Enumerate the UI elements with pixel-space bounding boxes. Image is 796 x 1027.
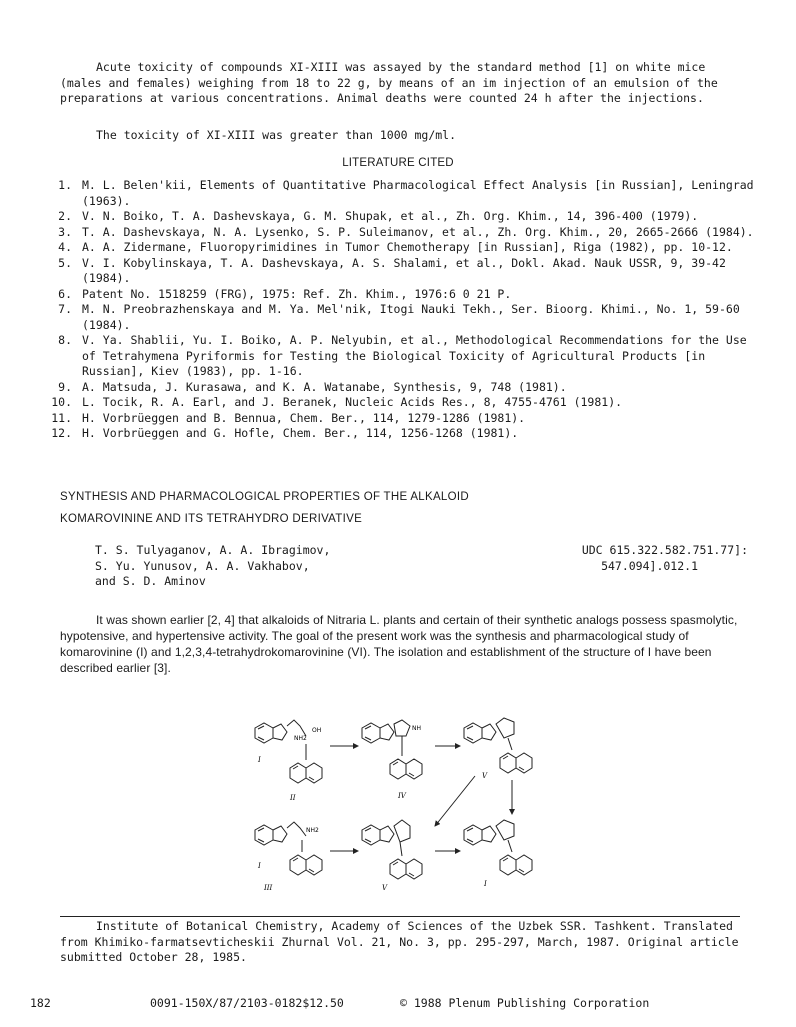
svg-text:IV: IV [398, 792, 406, 800]
literature-heading: LITERATURE CITED [342, 157, 454, 169]
reference-number: 12. [51, 426, 72, 440]
structure-I-III [255, 822, 322, 892]
reference-text: H. Vorbrüeggen and B. Bennua, Chem. Ber., 114, 1279-1286 (1981). [82, 410, 526, 425]
reference-item [40, 411, 760, 427]
reference-item [40, 380, 760, 396]
svg-text:I: I [484, 880, 487, 888]
author-line: S. Yu. Yunusov, A. A. Vakhabov, [95, 558, 310, 573]
structure-I-II [255, 720, 322, 802]
reaction-scheme [250, 708, 550, 893]
reference-item [40, 333, 760, 380]
reference-item [40, 302, 760, 333]
reference-text: M. N. Preobrazhenskaya and M. Ya. Mel'nik, Itogi Nauki Tekh., Ser. Bioorg. Khimi., No. 1, 59-60 (1984). [82, 302, 740, 332]
udc-code [548, 543, 748, 574]
author-line: and S. D. Aminov [95, 574, 206, 588]
reference-text: M. L. Belen'kii, Elements of Quantitative Pharmacological Effect Analysis [in Russian], Leningrad (1963). [82, 178, 754, 208]
structure-IV [362, 720, 422, 800]
svg-text:V: V [382, 884, 388, 892]
article-title-line1: SYNTHESIS AND PHARMACOLOGICAL PROPERTIES OF THE ALKALOID [60, 491, 469, 503]
reference-item [40, 209, 760, 225]
footnote-rule [60, 916, 740, 917]
svg-text:III: III [264, 884, 273, 892]
author-line: T. S. Tulyaganov, A. A. Ibragimov, [95, 543, 331, 557]
reference-text: V. Ya. Shablii, Yu. I. Boiko, A. P. Nelyubin, et al., Methodological Recommendations for the Use of Tetrahymena Pyriformis for Testing the Biological Toxicity of Agricultural Products [in Russian], Kiev (1983), pp. 1-16. [82, 333, 747, 378]
article-title-line2: KOMAROVININE AND ITS TETRAHYDRO DERIVATIVE [60, 513, 363, 525]
reference-item [40, 240, 760, 256]
svg-text:NH: NH [412, 725, 421, 732]
udc-line: 547.094].012.1 [601, 558, 698, 573]
structure-I-final [464, 820, 532, 888]
references-list [40, 178, 760, 442]
reference-number: 8. [58, 333, 72, 347]
reference-text: A. Matsuda, J. Kurasawa, and K. A. Watanabe, Synthesis, 9, 748 (1981). [82, 379, 567, 394]
reference-text: L. Tocik, R. A. Earl, and J. Beranek, Nucleic Acids Res., 8, 4755-4761 (1981). [82, 395, 623, 409]
footnote: Institute of Botanical Chemistry, Academy of Sciences of the Uzbek SSR. Tashkent. Translated from Khimiko-farmatsevticheskii Zhurnal Vol. 21, No. 3, pp. 295-297, March, 1987. Original article submitted October 28, 1985. [60, 919, 739, 964]
copyright: © 1988 Plenum Publishing Corporation [400, 996, 650, 1010]
svg-text:I: I [258, 756, 261, 764]
reference-number: 9. [58, 379, 72, 394]
reference-number: 5. [58, 255, 72, 270]
svg-text:OH: OH [312, 727, 322, 734]
reference-text: V. N. Boiko, T. A. Dashevskaya, G. M. Shupak, et al., Zh. Org. Khim., 14, 396-400 (1979). [82, 209, 699, 223]
reference-number: 10. [51, 395, 72, 409]
reference-number: 3. [58, 224, 72, 239]
toxicity-result: The toxicity of XI-XIII was greater than 1000 mg/ml. [96, 128, 457, 142]
reference-number: 2. [58, 209, 72, 223]
svg-text:I: I [258, 862, 261, 870]
structure-V-top [464, 718, 532, 780]
svg-text:V: V [482, 772, 488, 780]
reference-text: Patent No. 1518259 (FRG), 1975: Ref. Zh. Khim., 1976:6 0 21 P. [82, 286, 512, 301]
intro-paragraph: It was shown earlier [2, 4] that alkaloids of Nitraria L. plants and certain of their synthetic analogs possess spasmolytic, hypotensive, and hypertensive activity. The goal of the present work was the synthesis and pharmacological study of komarovinine (I) and 1,2,3,4-tetrahydrokomarovinine (VI). The isolation and establishment of the structure of I have been described earlier [3]. [60, 613, 738, 675]
reference-item [40, 178, 760, 209]
page-number: 182 [30, 996, 51, 1010]
reference-number: 11. [51, 410, 72, 425]
reference-item [40, 395, 760, 411]
reference-number: 1. [58, 178, 72, 192]
svg-text:NH2: NH2 [294, 735, 307, 742]
reference-text: T. A. Dashevskaya, N. A. Lysenko, S. P. Suleimanov, et al., Zh. Org. Khim., 20, 2665-2666 (1984). [82, 224, 754, 239]
svg-text:NH2: NH2 [306, 827, 319, 834]
reference-number: 7. [58, 302, 72, 316]
reference-text: V. I. Kobylinskaya, T. A. Dashevskaya, A. S. Shalami, et al., Dokl. Akad. Nauk USSR, 9, 39-42 (1984). [82, 255, 726, 285]
reference-text: A. A. Zidermane, Fluoropyrimidines in Tumor Chemotherapy [in Russian], Riga (1982), pp. 10-12. [82, 240, 733, 254]
reference-item [40, 225, 760, 241]
reference-text: H. Vorbrüeggen and G. Hofle, Chem. Ber., 114, 1256-1268 (1981). [82, 426, 519, 440]
svg-text:II: II [290, 794, 296, 802]
reference-item [40, 287, 760, 303]
toxicity-paragraph: Acute toxicity of compounds XI-XIII was assayed by the standard method [1] on white mice (males and females) weighing from 18 to 22 g, by means of an im injection of an emulsion of the preparations at various concentrations. Animal deaths were counted 24 h after the injections. [60, 60, 718, 105]
authors-block [95, 543, 435, 590]
reference-number: 4. [58, 240, 72, 254]
udc-line: UDC 615.322.582.751.77]: [581, 543, 748, 557]
reference-number: 6. [58, 286, 72, 301]
structure-V-bottom [362, 820, 422, 892]
journal-code: 0091-150X/87/2103-0182$12.50 [150, 996, 344, 1010]
reference-item [40, 256, 760, 287]
reference-item [40, 426, 760, 442]
